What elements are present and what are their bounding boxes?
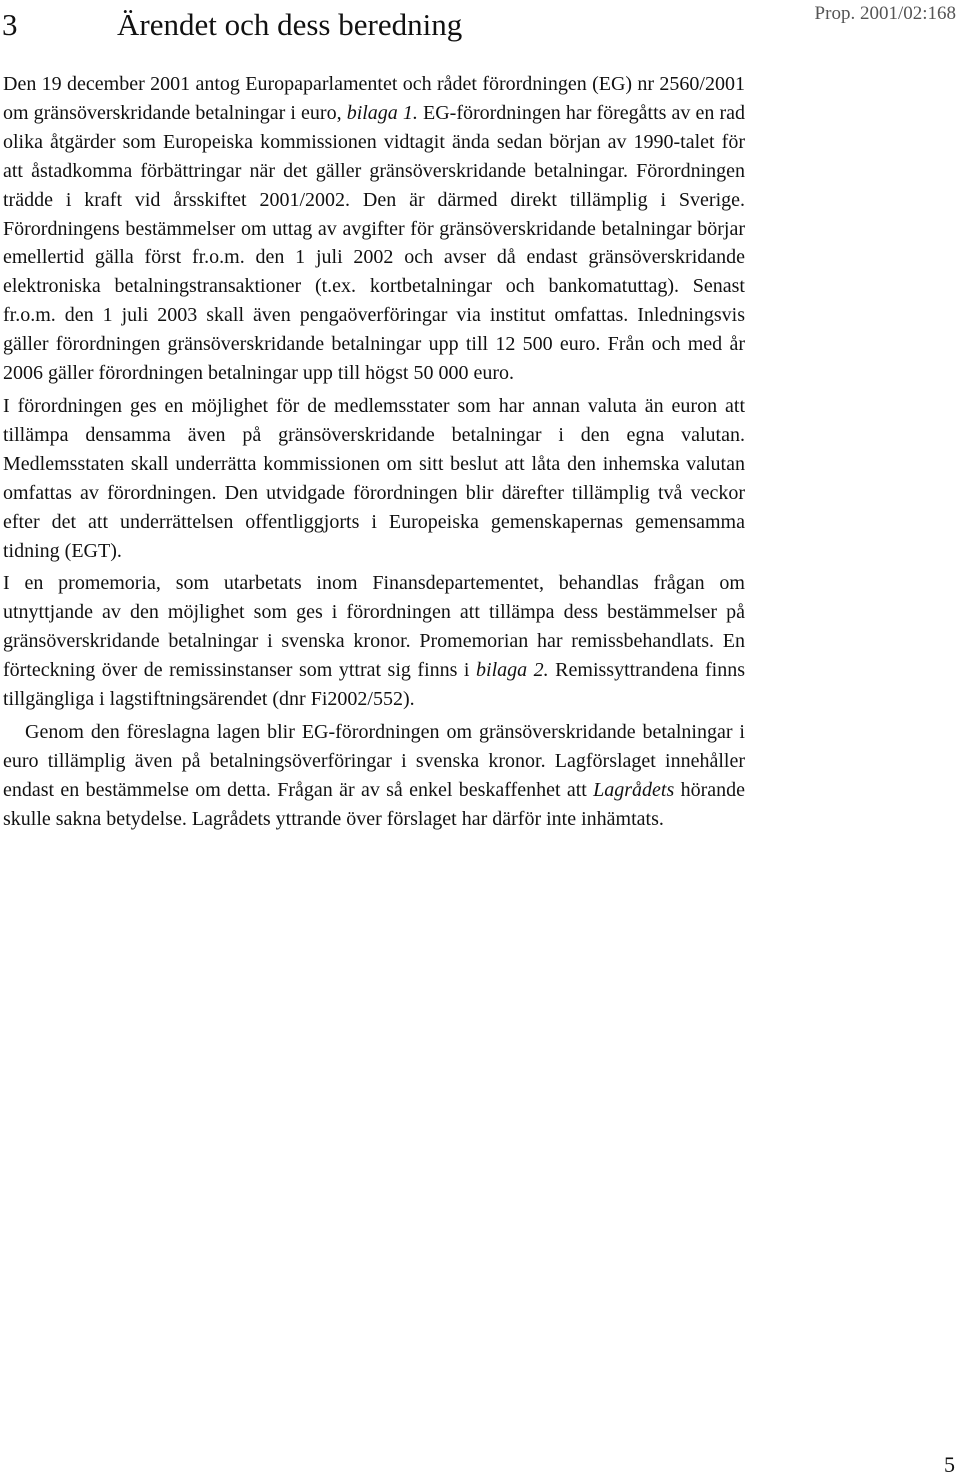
chapter-number: 3: [2, 7, 18, 42]
paragraph-1: [3, 70, 745, 388]
appendix-reference: bilaga 2.: [476, 659, 549, 682]
paragraph-3: [3, 569, 745, 714]
page-number: 5: [944, 1452, 955, 1477]
paragraph-text: EG-förordningen har föregåtts av en rad olika åtgärder som Europeiska kommissionen vidtagit ända sedan början av 1990-talet för att åstadkomma förbättringar när det gäller gränsöverskridande betalningar. Förordningen trädde i kraft vid årsskiftet 2001/2002. Den är därmed direkt tillämplig i Sverige. Förordningens bestämmelser om uttag av avgifter för gränsöverskridande betalningar börjar emellertid gälla först fr.o.m. den 1 juli 2002 och avser då endast gränsöverskridande elektroniska betalningstransaktioner (t.ex. kortbetalningar och bankomatuttag). Senast fr.o.m. den 1 juli 2003 skall även pengaöverföringar via institut omfattas. Inledningsvis gäller förordningen gränsöverskridande betalningar upp till 12 500 euro. Från och med år 2006 gäller förordningen betalningar upp till högst 50 000 euro.: [3, 101, 745, 385]
paragraph-text: I en promemoria, som utarbetats inom Finansdepartementet, behandlas frågan om utnyttjande av den möjlighet som ges i förordningen att tillämpa dess bestämmelser på gränsöverskridande betalningar i svenska kronor. Promemorian har remissbehandlats. En förteckning över de remissinstanser som yttrat sig finns i: [3, 572, 745, 682]
paragraph-text: Genom den föreslagna lagen blir EG-förordningen om gränsöverskridande betalningar i euro tillämplig även på betalningsöverföringar i svenska kronor. Lagförslaget innehåller endast en bestämmelse om detta. Frågan är av så enkel beskaffenhet att: [3, 720, 745, 801]
paragraph-text: Den 19 december 2001 antog Europaparlamentet och rådet förordningen (EG) nr 2560/2001 om gränsöverskridande betalningar i euro,: [3, 73, 745, 124]
paragraph-2: [3, 392, 745, 565]
body-text: [3, 70, 745, 838]
appendix-reference: bilaga 1.: [346, 101, 418, 124]
paragraph-text: I förordningen ges en möjlighet för de medlemsstater som har annan valuta än euron att tillämpa densamma även på gränsöverskridande betalningar i den egna valutan. Medlemsstaten skall underrätta kommissionen om sitt beslut att låta den inhemska valutan omfattas av förordningen. Den utvidgade förordningen blir därefter tillämplig två veckor efter det att underrättelsen offentliggjorts i Europeiska gemenskapernas gemensamma tidning (EGT).: [3, 394, 745, 562]
paragraph-4: [3, 718, 745, 834]
emphasized-term: Lagrådets: [593, 778, 675, 801]
paragraph-text: hörande skulle sakna betydelse. Lagrådets yttrande över förslaget har därför inte inhämtats.: [3, 778, 745, 830]
paragraph-text: Remissyttrandena finns tillgängliga i lagstiftningsärendet (dnr Fi2002/552).: [3, 659, 745, 711]
chapter-title: Ärendet och dess beredning: [117, 7, 463, 42]
proposition-reference: Prop. 2001/02:168: [814, 3, 956, 24]
